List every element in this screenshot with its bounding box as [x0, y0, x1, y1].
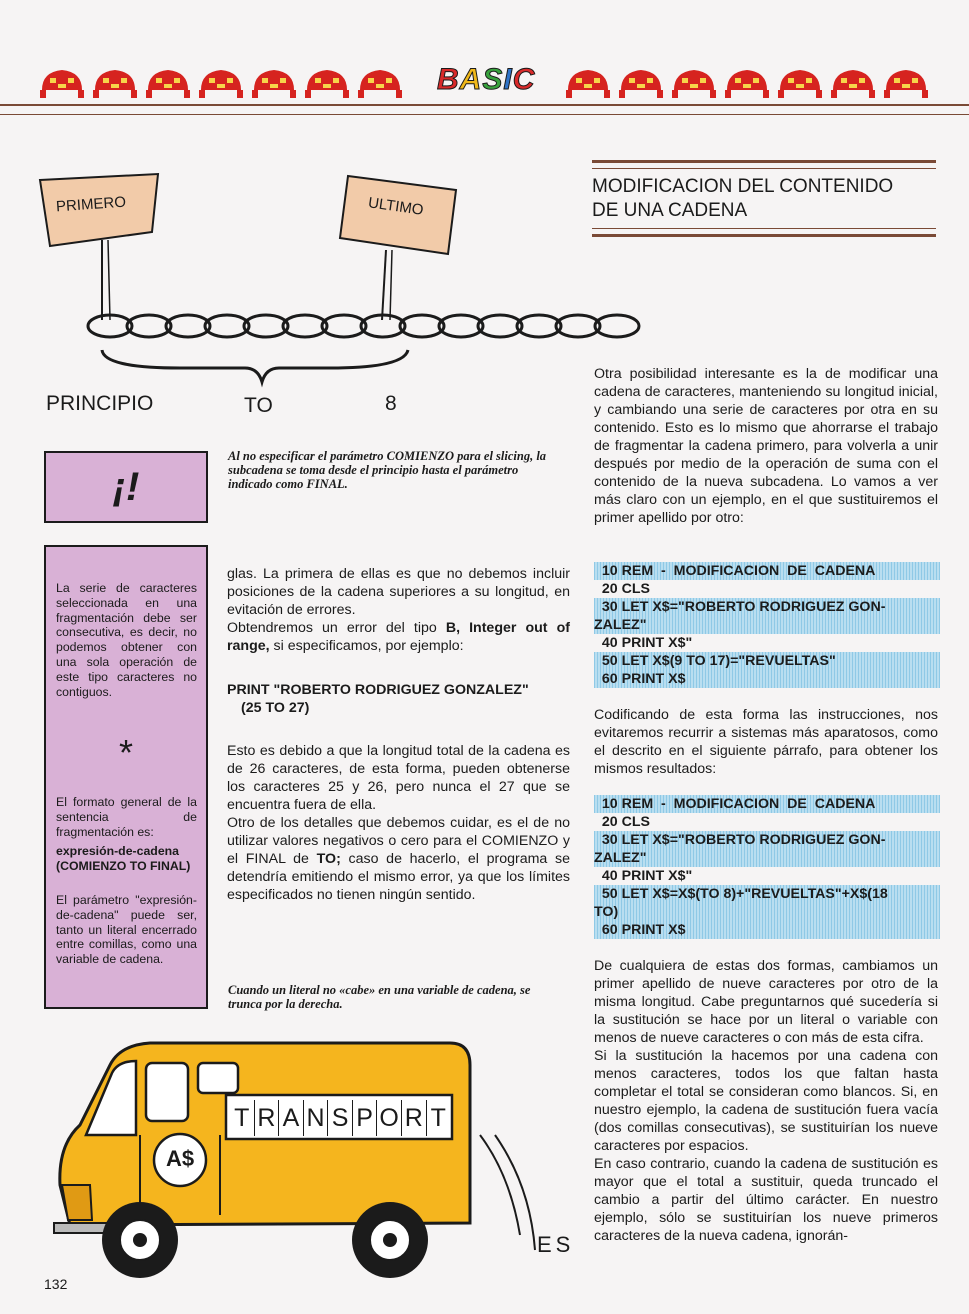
label-8: 8 [385, 392, 397, 415]
van-sign-letter: T [430, 1104, 446, 1132]
middle-para-1b-pre: Obtendremos un error del tipo [227, 620, 446, 636]
van-sign-letter: N [304, 1100, 329, 1136]
label-principio: PRINCIPIO [46, 392, 154, 415]
title-rule-top-2 [592, 168, 936, 169]
invader-icon [93, 70, 137, 98]
chain-link [400, 315, 444, 337]
caption-top: Al no especificar el parámetro COMIENZO para el slicing, la subcadena se toma desde el principio hasta el parámetro indicado como FINAL. [228, 449, 547, 491]
chain-link [322, 315, 366, 337]
van-badge: A$ [165, 1146, 195, 1171]
chain-link [556, 315, 600, 337]
code-listing-2 [594, 795, 940, 939]
invader-icon [305, 70, 349, 98]
invader-icon [146, 70, 190, 98]
van-sign-letter: P [353, 1100, 378, 1136]
invader-icon [831, 70, 875, 98]
right-middle-para: Codificando de esta forma las instrucciones, nos evitaremos recurrir a sistemas más aparatosos, como el descrito en el siguiente párrafo, para obtener los mismos resultados: [594, 707, 938, 777]
print-line-2: (25 TO 27) [241, 700, 310, 716]
sidebar-notes [44, 545, 208, 1009]
code-line: 30 LET X$="ROBERTO RODRIGUEZ GON- [594, 598, 940, 616]
van-sign-letter: T [230, 1100, 255, 1136]
sign-primero-label: PRIMERO [55, 193, 127, 216]
middle-para-3 [227, 814, 570, 904]
invader-icon [566, 70, 610, 98]
title-rule-top [592, 160, 936, 163]
section-title [592, 175, 893, 223]
van-sign [230, 1100, 450, 1136]
chain-link [244, 315, 288, 337]
middle-para-1 [227, 565, 570, 655]
to-keyword: TO; [316, 851, 341, 867]
invader-icon [884, 70, 928, 98]
right-para-b: Si la sustitución la hacemos por una cadena con menos caracteres, todos los que faltan hasta completar el total se consideran como blancos. Si, en nuestro ejemplo, la cadena de sustitución fuera vacía (dos comillas consecutivas), se sustituirían los nueve caracteres por espacios. [594, 1048, 938, 1154]
chain-link [439, 315, 483, 337]
invader-icon [199, 70, 243, 98]
section-title-line-2: DE UNA CADENA [592, 200, 748, 221]
middle-para-3-post: caso de hacerlo, el programa se detendría emitiendo el mismo error, ya que los límites especificados no tienen ningún sentido. [227, 851, 570, 903]
code-line: ZALEZ" [594, 616, 940, 634]
section-title-line-1: MODIFICACION DEL CONTENIDO [592, 176, 894, 197]
chain-link [478, 315, 522, 337]
basic-logo: BASIC [437, 63, 536, 96]
header-rule [0, 104, 969, 106]
exclaim-box [44, 451, 208, 523]
page-number: 132 [44, 1276, 68, 1292]
chain-link [205, 315, 249, 337]
middle-para-3-pre: Otro de los detalles que debemos cuidar, es el de no utilizar valores negativos o cero para el COMIENZO y el FINAL de [227, 815, 570, 867]
right-intro: Otra posibilidad interesante es la de modificar una cadena de caracteres, manteniendo su longitud inicial, y cambiando una serie de caracteres por otra en su contenido. Esto es lo mismo que ahorrarse el trabajo de fragmentar la cadena primero, para volverla a unir después por medio de la operación de suma con el contenido de la nueva subcadena. Lo vamos a ver más claro con un ejemplo, en el que sustituiremos el primer apellido por otro: [594, 366, 938, 526]
invader-icon [252, 70, 296, 98]
code-line: 10 REM - MODIFICACION DE CADENA [594, 795, 940, 813]
header-rule-2 [0, 114, 969, 115]
code-line: 60 PRINT X$ [594, 921, 940, 939]
invader-icon [672, 70, 716, 98]
invader-icon [40, 70, 84, 98]
chain-link [283, 315, 327, 337]
middle-para-2a: Esto es debido a que la longitud total de la cadena es de 26 caracteres, de esta forma, pueden obtenerse los caracteres 25 y 26, pero nunca el 27 que se encuentra fuera de ella. [227, 743, 570, 813]
print-example [227, 681, 572, 717]
title-rule-bottom [592, 228, 936, 229]
exclaim-symbol: ¡! [112, 465, 140, 509]
code-listing-1 [594, 562, 940, 688]
invader-icon [358, 70, 402, 98]
code-line: ZALEZ" [594, 849, 940, 867]
code-line: 60 PRINT X$ [594, 670, 940, 688]
van-trailing-text: ES [537, 1232, 575, 1257]
van-sign-letter: A [279, 1100, 304, 1136]
chain-link [166, 315, 210, 337]
right-para-a: De cualquiera de estas dos formas, cambiamos un primer apellido de nueve caracteres por otro de la misma longitud. Cabe preguntarnos qué sucedería si la sustitución se hace por un literal o variable con menos de nueve caracteres o con más de esta cifra. [594, 958, 938, 1046]
right-para-c: En caso contrario, cuando la cadena de sustitución es mayor que el total a sustituir, queda truncado el cambio a partir del último carácter. En nuestro ejemplo, sólo se sustituirían los nueve primeros caracteres de la nueva cadena, ignorán- [594, 1156, 938, 1244]
middle-para-2 [227, 742, 570, 904]
sidebar-note-3: El parámetro "expresión-de-cadena" puede ser, tanto un literal encerrado entre comillas, como una variable de cadena. [56, 893, 197, 967]
van-sign-letter: O [377, 1100, 402, 1136]
sign-ultimo-label: ULTIMO [367, 194, 425, 219]
title-rule-bottom-2 [592, 234, 936, 237]
chain-link [127, 315, 171, 337]
asterisk-symbol: * [118, 732, 133, 773]
code-line: 50 LET X$=X$(TO 8)+"REVUELTAS"+X$(18 [594, 885, 940, 903]
right-closing [594, 957, 938, 1245]
code-line: 40 PRINT X$" [594, 868, 693, 884]
middle-para-1b-post: si especificamos, por ejemplo: [269, 638, 464, 654]
middle-para-1a: glas. La primera de ellas es que no debemos incluir posiciones de la cadena superiores a su longitud, en evitación de errores. [227, 566, 570, 618]
chain-link [517, 315, 561, 337]
sidebar-note-2: El formato general de la sentencia de fragmentación es: [56, 795, 197, 839]
sidebar-syntax: expresión-de-cadena (COMIENZO TO FINAL) [56, 844, 191, 873]
invader-icon [778, 70, 822, 98]
print-line-1: PRINT "ROBERTO RODRIGUEZ GONZALEZ" [227, 682, 529, 698]
code-line: 30 LET X$="ROBERTO RODRIGUEZ GON- [594, 831, 940, 849]
sidebar-note-1: La serie de caracteres seleccionada en una fragmentación debe ser consecutiva, es decir, no podemos obtener con una sola operación de este tipo caracteres no contiguos. [56, 581, 197, 699]
invader-icon [725, 70, 769, 98]
chain-link [595, 315, 639, 337]
label-to: TO [244, 394, 273, 417]
caption-bottom: Cuando un literal no «cabe» en una variable de cadena, se trunca por la derecha. [228, 983, 531, 1011]
van-illustration [40, 1035, 580, 1295]
invader-icon [619, 70, 663, 98]
van-sign-letter: R [255, 1100, 280, 1136]
code-line: 10 REM - MODIFICACION DE CADENA [594, 562, 940, 580]
code-line: 50 LET X$(9 TO 17)="REVUELTAS" [594, 652, 940, 670]
code-line: 20 CLS [594, 814, 650, 830]
error-name: B, Integer out of range, [227, 620, 570, 654]
code-line: TO) [594, 903, 940, 921]
code-line: 20 CLS [594, 581, 650, 597]
van-sign-letter: R [402, 1100, 427, 1136]
middle-para-1b [227, 619, 570, 655]
code-line: 40 PRINT X$" [594, 635, 693, 651]
van-sign-letter: S [328, 1100, 353, 1136]
